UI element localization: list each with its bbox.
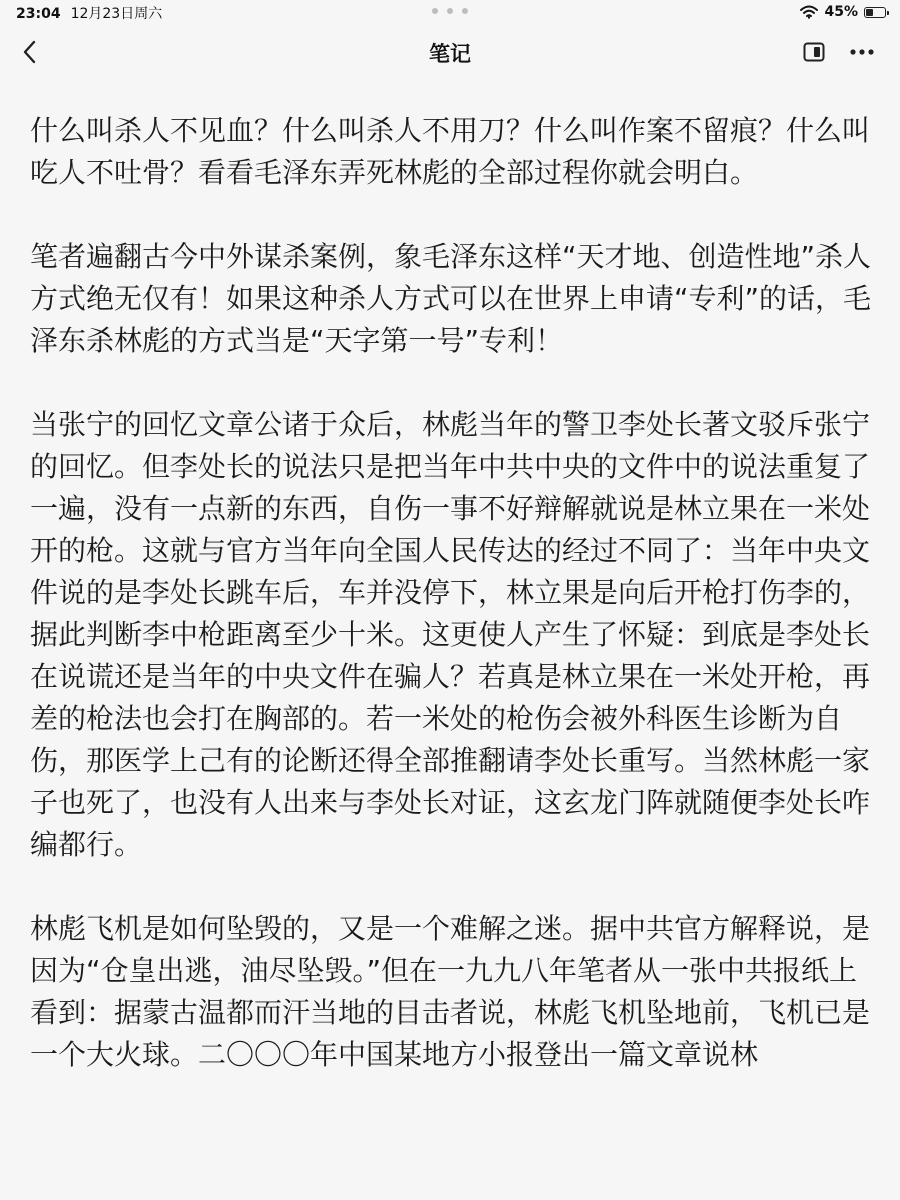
status-time-date [16, 3, 162, 23]
page-title: 笔记 [429, 42, 471, 66]
note-content[interactable] [30, 110, 880, 1118]
layout-toggle-icon [803, 42, 825, 62]
battery-icon [864, 7, 886, 18]
status-bar [0, 0, 900, 24]
layout-toggle-button[interactable] [802, 40, 826, 64]
note-paragraph: 当张宁的回忆文章公诸于众后，林彪当年的警卫李处长著文驳斥张宁的回忆。但李处长的说法只是把当年中共中央的文件中的说法重复了一遍，没有一点新的东西，自伤一事不好辩解就说是林立果在一米处开的枪。这就与官方当年向全国人民传达的经过不同了：当年中央文件说的是李处长跳车后，车并没停下，林立果是向后开枪打伤李的，据此判断李中枪距离至少十米。这更使人产生了怀疑：到底是李处长在说谎还是当年的中央文件在骗人？若真是林立果在一米处开枪，再差的枪法也会打在胸部的。若一米处的枪伤会被外科医生诊断为自伤，那医学上己有的论断还得全部推翻请李处长重写。当然林彪一家子也死了，也没有人出来与李处长对证，这玄龙门阵就随便李处长咋编都行。 [30, 408, 871, 861]
battery-nub [887, 11, 889, 15]
dot-icon [447, 8, 453, 14]
battery-fill [866, 9, 873, 16]
status-indicators [800, 2, 886, 22]
navigation-bar [0, 24, 900, 80]
dot-icon [462, 8, 468, 14]
wifi-icon [800, 5, 818, 19]
note-paragraph: 笔者遍翻古今中外谋杀案例，象毛泽东这样“天才地、创造性地”杀人方式绝无仅有！如果这种杀人方式可以在世界上申请“专利”的话，毛泽东杀林彪的方式当是“天字第一号”专利！ [30, 240, 872, 357]
more-button[interactable] [846, 40, 878, 64]
status-date: 12月23日周六 [70, 6, 163, 22]
note-paragraph: 林彪飞机是如何坠毁的，又是一个难解之迷。据中共官方解释说，是因为“仓皇出逃，油尽坠毁。”但在一九九八年笔者从一张中共报纸上看到：据蒙古温都而汗当地的目击者说，林彪飞机坠地前，飞机已是一个大火球。二〇〇〇年中国某地方小报登出一篇文章说林 [30, 912, 871, 1071]
status-time: 23:04 [16, 6, 61, 22]
more-horizontal-icon [849, 48, 875, 56]
note-paragraph: 什么叫杀人不见血？什么叫杀人不用刀？什么叫作案不留痕？什么叫吃人不吐骨？看看毛泽东弄死林彪的全部过程你就会明白。 [30, 114, 871, 189]
battery-percent: 45% [824, 4, 858, 20]
multitasking-dots[interactable] [432, 8, 468, 14]
dot-icon [432, 8, 438, 14]
